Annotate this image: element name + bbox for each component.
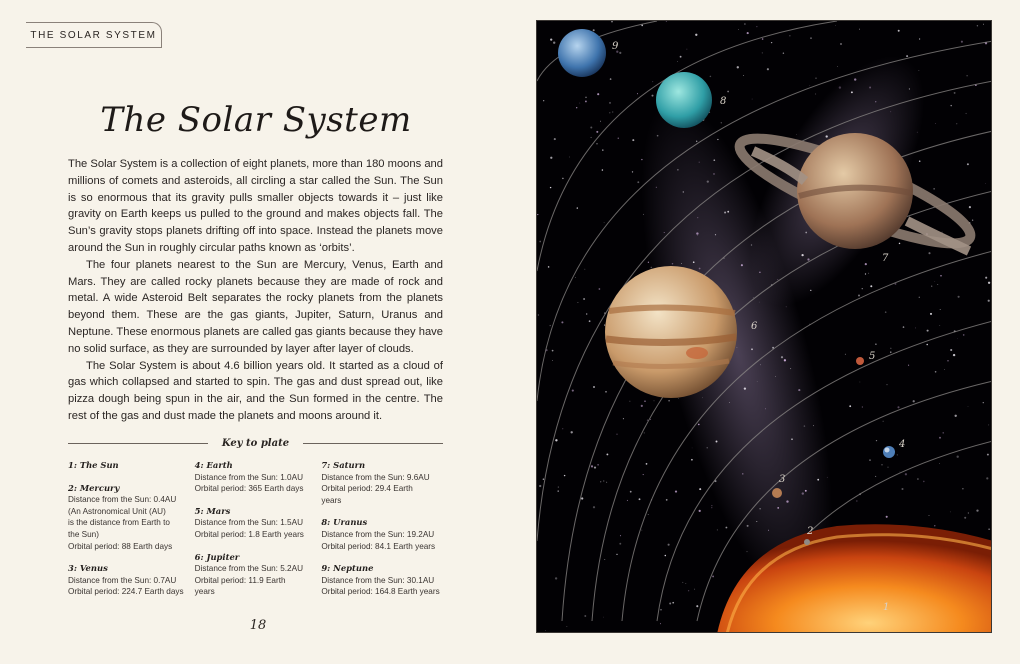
- paragraph: The four planets nearest to the Sun are Mercury, Venus, Earth and Mars. They are called rocky planets because they are made of rock and metal. A wide Asteroid Belt separates the rocky planets from the planets beyond them. These are the gas giants, Jupiter, Saturn, Uranus and Neptune. These enormous planets are called gas giants because they have no solid surface, as they are surrounded by layer after layer of clouds.: [68, 258, 443, 355]
- key-entry-line: Distance from the Sun: 30.1AU: [321, 575, 435, 585]
- key-entry-name: 9: Neptune: [321, 563, 374, 574]
- neptune: [558, 29, 606, 77]
- mercury: [804, 539, 810, 545]
- plate-label: 5: [869, 351, 876, 362]
- key-entry-line: Distance from the Sun: 1.5AU: [194, 518, 303, 528]
- key-entry-name: 1: The Sun: [68, 460, 119, 470]
- key-entry-line: Orbital period: 11.9 Earth: [194, 575, 286, 585]
- key-heading: Key to plate: [221, 437, 290, 449]
- key-entry-line: Distance from the Sun: 19.2AU: [321, 529, 435, 539]
- key-entry-name: 5: Mars: [194, 505, 231, 516]
- plate-label: 8: [720, 96, 727, 107]
- key-entry-name: 7: Saturn: [321, 460, 366, 470]
- key-entry: [321, 460, 448, 506]
- plate-illustration: [537, 21, 992, 633]
- plate-label: 6: [751, 321, 758, 332]
- uranus: [656, 72, 712, 128]
- key-entry-line: Orbital period: 224.7 Earth days: [68, 587, 184, 597]
- key-entry-line: Orbital period: 365 Earth days: [194, 484, 304, 494]
- plate-label: 4: [899, 439, 906, 450]
- key-entry-line: (An Astronomical Unit (AU): [68, 506, 166, 516]
- divider: [68, 443, 208, 444]
- venus: [772, 488, 782, 498]
- jupiter: [605, 266, 737, 398]
- key-entry-line: Orbital period: 84.1 Earth years: [321, 541, 436, 551]
- key-column: [321, 460, 448, 609]
- key-entry: [321, 563, 448, 598]
- key-entry: [195, 506, 322, 541]
- key-entry-line: years: [321, 495, 342, 505]
- key-entry: [68, 483, 195, 553]
- body-text: [68, 156, 443, 425]
- key-entry: [68, 563, 195, 598]
- plate-label: 7: [882, 253, 889, 264]
- paragraph: The Solar System is a collection of eight planets, more than 180 moons and millions of comets and asteroids, all circling a star called the Sun. The Sun is so enormous that its gravity pulls smaller objects towards it – just like gravity on Earth keeps us pulled to the ground and makes objects fall. The Sun’s gravity stops planets drifting off into space. Instead the planets move around the Sun in roughly circular paths known as ‘orbits’.: [68, 158, 443, 254]
- key-heading-rule: [68, 436, 443, 450]
- key-entry-name: 8: Uranus: [321, 517, 368, 528]
- key-entry-line: is the distance from Earth to: [68, 518, 170, 528]
- plate-label: 9: [612, 41, 619, 52]
- key-entry-line: Orbital period: 1.8 Earth years: [194, 529, 304, 539]
- paragraph: The Solar System is about 4.6 billion years old. It started as a cloud of gas which collapsed and started to spin. The gas and dust spread out, like pizza dough being spun in the air, and the Sun formed in the centre. The rest of the gas and dust made the planets and moons around it.: [68, 359, 443, 422]
- key-entry-line: Distance from the Sun: 1.0AU: [194, 472, 303, 482]
- mars: [856, 357, 864, 365]
- key-entry-name: 6: Jupiter: [194, 551, 240, 562]
- page-number: 18: [249, 618, 267, 633]
- key-entry-line: the Sun): [68, 529, 99, 539]
- earth: [883, 446, 895, 458]
- page-title: The Solar System: [100, 100, 412, 140]
- solar-system-plate: [536, 20, 992, 633]
- key-entry: [321, 517, 448, 552]
- plate-label: 2: [807, 526, 814, 537]
- key-entry-line: Distance from the Sun: 0.7AU: [68, 575, 177, 585]
- divider: [303, 443, 443, 444]
- key-entry-line: Orbital period: 164.8 Earth years: [321, 587, 440, 597]
- key-column: [68, 460, 195, 609]
- key-to-plate: [68, 460, 448, 609]
- key-entry-name: 3: Venus: [68, 563, 108, 574]
- key-entry-line: Distance from the Sun: 0.4AU: [68, 495, 177, 505]
- key-entry-name: 4: Earth: [194, 460, 233, 470]
- key-entry-line: Orbital period: 29.4 Earth: [321, 484, 413, 494]
- key-column: [195, 460, 322, 609]
- key-entry: [195, 552, 322, 598]
- key-entry: [195, 460, 322, 495]
- key-entry-name: 2: Mercury: [68, 482, 120, 493]
- key-entry: [68, 460, 195, 472]
- plate-label: 1: [883, 602, 890, 613]
- key-entry-line: Distance from the Sun: 9.6AU: [321, 472, 430, 482]
- section-tab: THE SOLAR SYSTEM: [26, 22, 162, 48]
- plate-label: 3: [779, 474, 786, 485]
- key-entry-line: Orbital period: 88 Earth days: [68, 541, 173, 551]
- key-entry-line: Distance from the Sun: 5.2AU: [194, 564, 303, 574]
- key-entry-line: years: [194, 587, 215, 597]
